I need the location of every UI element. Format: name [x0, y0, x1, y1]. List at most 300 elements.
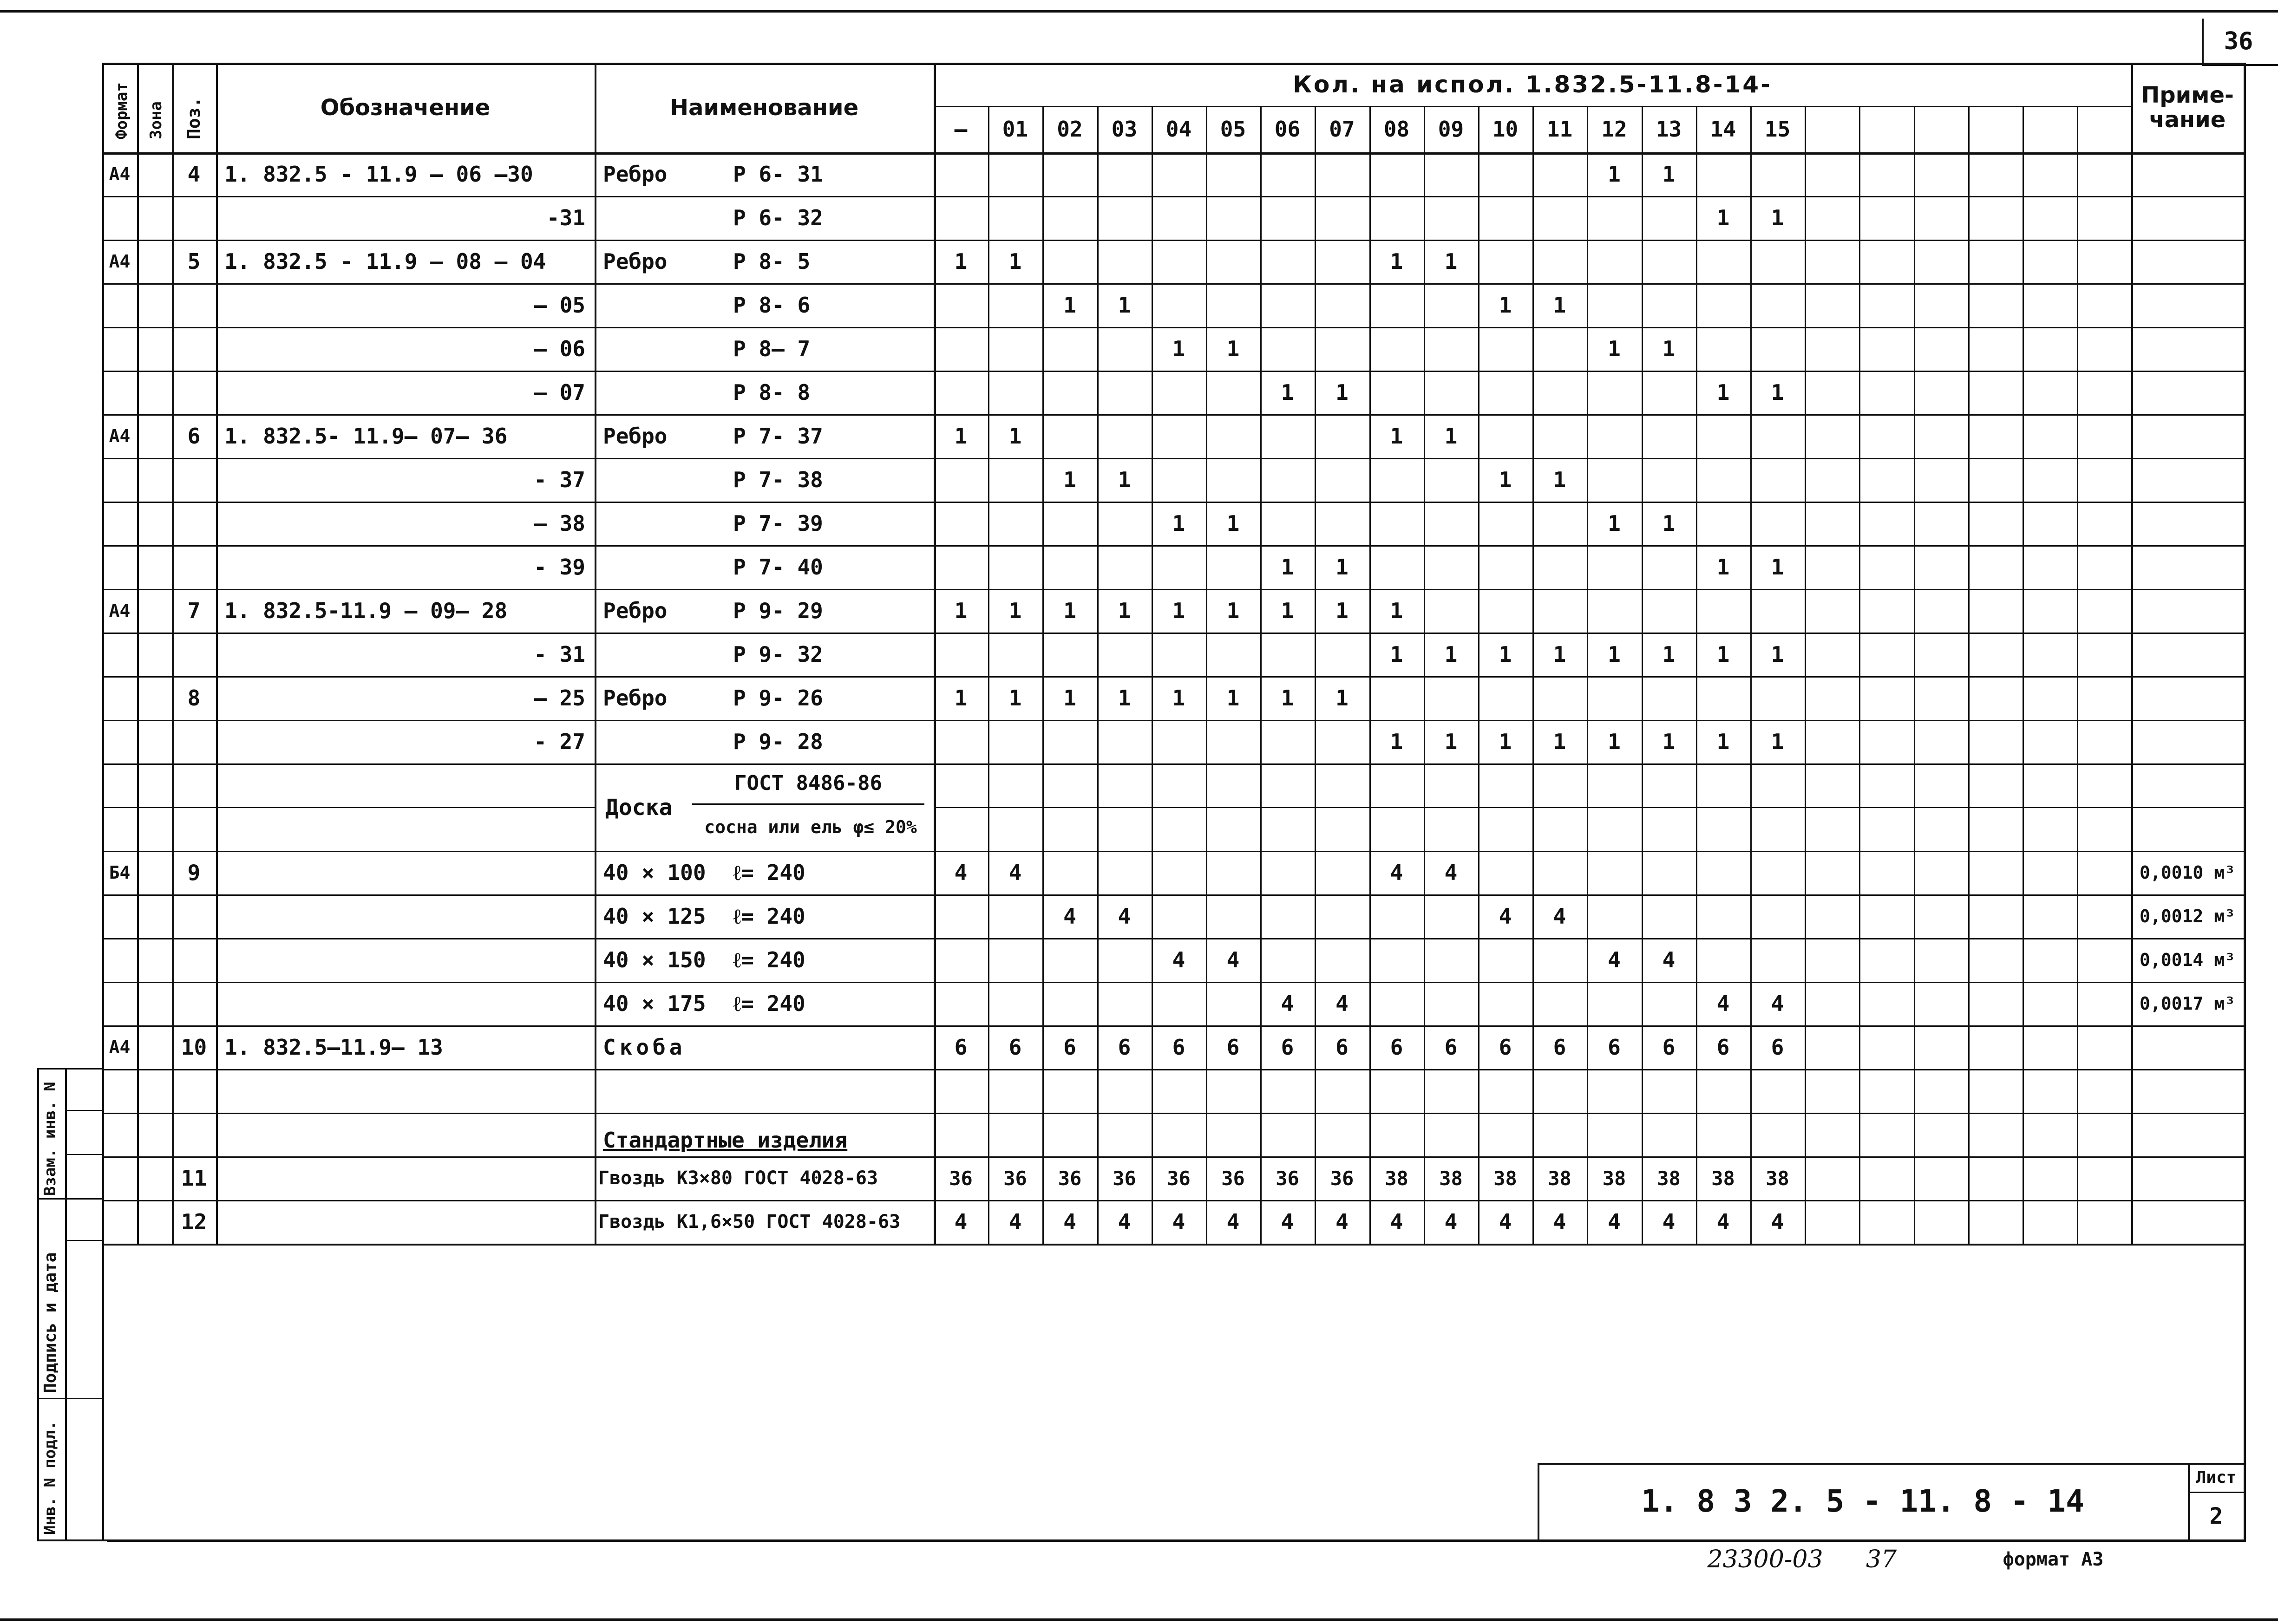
qty-cell — [1206, 196, 1260, 240]
variant-header — [2077, 106, 2131, 152]
row-pos — [172, 502, 216, 545]
row-format — [102, 1200, 137, 1244]
row-pos: 7 — [187, 598, 201, 623]
variant-divider — [2077, 106, 2078, 1244]
row-format — [102, 327, 137, 371]
qty-cell — [1424, 371, 1478, 414]
qty-cell: 4 — [1226, 947, 1240, 972]
variant-divider — [2023, 106, 2024, 1244]
qty-cell — [1642, 763, 1696, 807]
row-format — [102, 502, 137, 545]
qty-cell — [1478, 152, 1532, 196]
qty-cell — [1369, 371, 1424, 414]
qty-cell — [1260, 807, 1315, 851]
qty-cell: 4 — [1444, 1209, 1458, 1234]
row-format: Б4 — [109, 862, 131, 883]
qty-cell — [1696, 676, 1750, 720]
qty-cell: 6 — [1172, 1035, 1185, 1060]
qty-cell — [1424, 676, 1478, 720]
qty-cell — [1152, 371, 1206, 414]
qty-cell — [1369, 982, 1424, 1025]
qty-cell — [988, 720, 1042, 763]
row-pos — [172, 1069, 216, 1113]
qty-cell — [1206, 633, 1260, 676]
row-designation: 1. 832.5 - 11.9 — 08 — 04 — [224, 249, 546, 274]
row-format — [102, 982, 137, 1025]
variant-header: 14 — [1710, 117, 1736, 142]
row-format: А4 — [109, 600, 131, 621]
qty-cell — [934, 327, 988, 371]
qty-cell — [1206, 545, 1260, 589]
row-designation — [216, 1069, 595, 1113]
qty-cell: 1 — [1662, 336, 1676, 361]
qty-cell: 1 — [1226, 336, 1240, 361]
row-name-type: 40 × 125 — [603, 904, 706, 929]
qty-cell: 6 — [1499, 1035, 1512, 1060]
header-pos: Поз. — [183, 97, 204, 139]
qty-cell — [1424, 1113, 1478, 1156]
qty-cell — [1152, 196, 1206, 240]
frame-bottom — [107, 1539, 2246, 1542]
qty-cell — [1152, 720, 1206, 763]
qty-cell — [988, 894, 1042, 938]
qty-cell: 38 — [1766, 1167, 1789, 1190]
row-name-mark: Р 8— 7 — [733, 336, 811, 361]
qty-cell: 1 — [1608, 642, 1621, 667]
archive-page: 37 — [1866, 1546, 1897, 1573]
qty-cell — [1642, 851, 1696, 894]
qty-cell — [1369, 1069, 1424, 1113]
qty-cell — [988, 283, 1042, 327]
row-name-mark: Р 9- 29 — [733, 598, 823, 623]
qty-cell: 1 — [1553, 642, 1566, 667]
row-name-mark: ℓ= 240 — [733, 860, 805, 885]
qty-cell — [1206, 720, 1260, 763]
row-name-mark: Р 8- 8 — [733, 380, 811, 405]
qty-cell — [1315, 807, 1369, 851]
qty-cell — [1369, 807, 1424, 851]
qty-cell — [1152, 894, 1206, 938]
qty-cell — [1478, 196, 1532, 240]
qty-cell — [1642, 196, 1696, 240]
qty-cell — [988, 545, 1042, 589]
stamp-vzam-inv: Взам. инв. N — [41, 1082, 59, 1196]
qty-cell — [1587, 763, 1642, 807]
qty-cell — [1042, 240, 1097, 283]
qty-cell: 1 — [1335, 380, 1348, 405]
row-pos: 10 — [181, 1035, 207, 1060]
qty-cell: 1 — [1118, 293, 1131, 318]
qty-cell: 4 — [1226, 1209, 1240, 1234]
qty-cell: 1 — [1771, 729, 1784, 754]
qty-cell: 38 — [1385, 1167, 1408, 1190]
variant-divider — [1859, 106, 1860, 1244]
qty-cell — [1042, 502, 1097, 545]
board-material: сосна или ель φ≤ 20% — [704, 817, 917, 837]
qty-cell: 38 — [1439, 1167, 1463, 1190]
stamp-separator — [37, 1398, 102, 1399]
qty-cell — [1532, 982, 1587, 1025]
frame-right — [2244, 63, 2246, 1539]
qty-cell: 36 — [1167, 1167, 1191, 1190]
row-note: 0,0012 м³ — [2140, 906, 2235, 926]
qty-cell: 1 — [1662, 729, 1676, 754]
qty-cell: 1 — [1771, 380, 1784, 405]
qty-cell — [1042, 763, 1097, 807]
qty-cell: 1 — [1771, 642, 1784, 667]
qty-cell: 6 — [1716, 1035, 1730, 1060]
row-format: А4 — [109, 164, 131, 184]
row-name-type: Ребро — [603, 424, 668, 449]
qty-cell: 36 — [1276, 1167, 1299, 1190]
row-pos — [172, 894, 216, 938]
qty-cell: 1 — [1499, 729, 1512, 754]
row-name-type: 40 × 100 — [603, 860, 706, 885]
qty-cell: 1 — [1390, 424, 1403, 449]
qty-cell — [1424, 502, 1478, 545]
qty-cell: 1 — [1008, 249, 1022, 274]
row-designation — [216, 807, 595, 851]
qty-cell: 1 — [1662, 162, 1676, 187]
qty-cell — [1260, 851, 1315, 894]
qty-cell: 1 — [1281, 685, 1294, 711]
qty-cell — [1042, 633, 1097, 676]
qty-cell: 1 — [1390, 729, 1403, 754]
row-pos — [172, 763, 216, 807]
qty-cell — [1152, 1069, 1206, 1113]
variant-divider — [1968, 106, 1970, 1244]
qty-cell — [1587, 589, 1642, 633]
qty-cell — [1369, 152, 1424, 196]
row-designation — [216, 763, 595, 807]
variant-header: 03 — [1111, 117, 1138, 142]
qty-cell — [1642, 545, 1696, 589]
board-label: Доска — [605, 795, 673, 821]
qty-cell — [1424, 589, 1478, 633]
header-qty-title: Кол. на испол. 1.832.5-11.8-14- — [1293, 71, 1772, 98]
row-line — [102, 1244, 2244, 1246]
qty-cell — [1750, 894, 1805, 938]
qty-cell: 4 — [1553, 904, 1566, 929]
row-pos: 5 — [187, 249, 201, 274]
stamp-outer-left — [37, 1068, 39, 1539]
row-name-type: 40 × 175 — [603, 991, 706, 1016]
qty-cell — [1042, 938, 1097, 982]
qty-cell — [1206, 240, 1260, 283]
qty-cell — [1587, 545, 1642, 589]
row-format — [102, 283, 137, 327]
qty-cell — [1696, 1069, 1750, 1113]
qty-cell: 6 — [1063, 1035, 1076, 1060]
qty-cell — [988, 1113, 1042, 1156]
qty-cell — [1315, 327, 1369, 371]
qty-cell — [1642, 240, 1696, 283]
qty-cell — [1587, 458, 1642, 502]
variant-header — [1805, 106, 1859, 152]
qty-cell: 1 — [1335, 554, 1348, 580]
qty-cell — [1750, 1113, 1805, 1156]
qty-cell — [1315, 502, 1369, 545]
qty-cell — [1260, 894, 1315, 938]
qty-cell — [1532, 152, 1587, 196]
qty-cell — [1206, 763, 1260, 807]
qty-cell: 4 — [1444, 860, 1458, 885]
qty-cell: 6 — [1444, 1035, 1458, 1060]
qty-cell: 36 — [1330, 1167, 1354, 1190]
row-format — [102, 371, 137, 414]
qty-cell — [1696, 763, 1750, 807]
qty-cell — [1532, 240, 1587, 283]
qty-cell — [988, 196, 1042, 240]
variant-header: 01 — [1002, 117, 1028, 142]
qty-cell: 4 — [1172, 1209, 1185, 1234]
qty-cell — [934, 371, 988, 414]
qty-cell: 1 — [1335, 685, 1348, 711]
qty-cell: 1 — [1553, 729, 1566, 754]
qty-cell — [1152, 1113, 1206, 1156]
row-name-mark: Р 6- 31 — [733, 162, 823, 187]
row-name-mark: ℓ= 240 — [733, 947, 805, 972]
qty-cell: 38 — [1602, 1167, 1626, 1190]
variant-header — [2023, 106, 2077, 152]
row-format — [102, 676, 137, 720]
qty-cell — [1642, 982, 1696, 1025]
qty-cell — [1642, 283, 1696, 327]
row-format: А4 — [109, 1037, 131, 1057]
qty-cell: 1 — [1499, 293, 1512, 318]
qty-cell: 1 — [1499, 467, 1512, 492]
qty-cell — [1042, 1113, 1097, 1156]
qty-cell — [1042, 414, 1097, 458]
stamp-row-line — [65, 1110, 102, 1111]
qty-cell — [934, 283, 988, 327]
qty-cell — [1532, 414, 1587, 458]
qty-cell — [1206, 283, 1260, 327]
qty-cell — [1315, 152, 1369, 196]
qty-cell — [1369, 894, 1424, 938]
variant-header: 04 — [1165, 117, 1192, 142]
qty-cell: 36 — [1113, 1167, 1136, 1190]
qty-cell — [1642, 371, 1696, 414]
qty-cell: 4 — [1608, 1209, 1621, 1234]
row-format — [102, 458, 137, 502]
qty-cell: 38 — [1548, 1167, 1571, 1190]
qty-cell: 1 — [1771, 205, 1784, 230]
row-format — [102, 1069, 137, 1113]
qty-cell: 6 — [1390, 1035, 1403, 1060]
qty-cell — [1587, 676, 1642, 720]
qty-cell — [1097, 1113, 1152, 1156]
qty-cell — [1206, 152, 1260, 196]
qty-cell — [1478, 851, 1532, 894]
qty-cell — [1315, 763, 1369, 807]
qty-cell — [1152, 458, 1206, 502]
qty-cell — [1260, 1069, 1315, 1113]
qty-cell — [1152, 763, 1206, 807]
board-gost: ГОСТ 8486-86 — [734, 771, 882, 795]
qty-cell: 1 — [1662, 511, 1676, 536]
qty-cell — [1315, 894, 1369, 938]
format-label: формат А3 — [2003, 1549, 2104, 1570]
row-designation: -31 — [546, 205, 585, 230]
qty-cell — [1369, 196, 1424, 240]
row-pos — [172, 938, 216, 982]
qty-cell — [1532, 676, 1587, 720]
row-name: Гвоздь К3×80 ГОСТ 4028-63 — [598, 1167, 878, 1189]
qty-cell — [1532, 1069, 1587, 1113]
row-name-mark: Р 9- 26 — [733, 685, 823, 711]
row-designation: — 05 — [534, 293, 585, 318]
qty-cell: 4 — [1716, 991, 1730, 1016]
qty-cell — [1042, 545, 1097, 589]
qty-cell — [1696, 894, 1750, 938]
row-format — [102, 894, 137, 938]
row-pos: 8 — [187, 685, 201, 711]
qty-cell — [1750, 851, 1805, 894]
qty-cell: 4 — [1499, 904, 1512, 929]
qty-cell: 1 — [1063, 467, 1076, 492]
qty-cell — [1750, 763, 1805, 807]
row-name-mark: Р 8- 5 — [733, 249, 811, 274]
qty-cell — [1642, 414, 1696, 458]
row-pos — [172, 633, 216, 676]
qty-cell — [1097, 502, 1152, 545]
qty-cell — [1152, 807, 1206, 851]
qty-cell — [1532, 851, 1587, 894]
qty-cell — [1097, 982, 1152, 1025]
qty-cell: 1 — [1716, 205, 1730, 230]
sheet-bottom-border — [0, 1618, 2278, 1621]
qty-cell — [1369, 327, 1424, 371]
qty-cell — [1642, 1113, 1696, 1156]
qty-cell — [1696, 240, 1750, 283]
row-name-mark: Р 7- 38 — [733, 467, 823, 492]
qty-cell — [1478, 589, 1532, 633]
qty-cell — [1152, 982, 1206, 1025]
qty-cell — [1532, 196, 1587, 240]
qty-cell — [1152, 152, 1206, 196]
qty-cell: 1 — [1499, 642, 1512, 667]
qty-cell — [1097, 240, 1152, 283]
qty-cell: 1 — [1444, 642, 1458, 667]
variant-header: 06 — [1274, 117, 1301, 142]
qty-cell — [1315, 458, 1369, 502]
row-designation: — 07 — [534, 380, 585, 405]
qty-cell: 6 — [1608, 1035, 1621, 1060]
variant-header — [1859, 106, 1914, 152]
qty-cell — [1532, 807, 1587, 851]
qty-cell — [1696, 283, 1750, 327]
qty-cell: 4 — [1063, 904, 1076, 929]
qty-cell: 6 — [1553, 1035, 1566, 1060]
qty-cell — [1642, 589, 1696, 633]
qty-cell — [1097, 414, 1152, 458]
qty-cell: 1 — [954, 685, 968, 711]
qty-cell — [1696, 851, 1750, 894]
row-pos: 9 — [187, 860, 201, 885]
qty-cell — [934, 196, 988, 240]
qty-cell — [1424, 545, 1478, 589]
sheet-top-border — [0, 10, 2278, 13]
row-name-type: Ребро — [603, 249, 668, 274]
stamp-inv-podl: Инв. N подл. — [41, 1421, 59, 1535]
row-pos — [172, 982, 216, 1025]
qty-cell — [1478, 1069, 1532, 1113]
qty-cell — [1750, 283, 1805, 327]
qty-cell — [988, 1069, 1042, 1113]
qty-cell — [934, 152, 988, 196]
qty-cell — [1424, 763, 1478, 807]
qty-cell — [1696, 152, 1750, 196]
qty-cell: 1 — [1716, 642, 1730, 667]
qty-cell: 4 — [954, 860, 968, 885]
qty-cell: 1 — [1118, 467, 1131, 492]
row-designation — [216, 1113, 595, 1156]
qty-cell — [1315, 851, 1369, 894]
qty-cell: 4 — [1118, 904, 1131, 929]
qty-cell — [1696, 807, 1750, 851]
qty-cell — [1260, 283, 1315, 327]
doc-number: 1. 8 3 2. 5 - 11. 8 - 14 — [1641, 1483, 2084, 1519]
qty-cell — [1478, 240, 1532, 283]
qty-cell: 4 — [1281, 1209, 1294, 1234]
row-pos — [172, 720, 216, 763]
qty-cell — [1315, 1069, 1369, 1113]
qty-cell: 1 — [1281, 380, 1294, 405]
qty-cell: 6 — [1771, 1035, 1784, 1060]
qty-cell: 1 — [1226, 511, 1240, 536]
qty-cell: 1 — [1118, 598, 1131, 623]
qty-cell — [1642, 1069, 1696, 1113]
row-name-mark: Р 7- 40 — [733, 554, 823, 580]
stamp-separator — [37, 1198, 102, 1200]
qty-cell: 1 — [1008, 685, 1022, 711]
qty-cell — [1097, 327, 1152, 371]
qty-cell — [1206, 1069, 1260, 1113]
qty-cell — [1206, 807, 1260, 851]
row-pos — [172, 196, 216, 240]
row-designation — [216, 1156, 595, 1200]
qty-cell — [1478, 502, 1532, 545]
stamp-row-line — [65, 1240, 102, 1241]
qty-cell — [1097, 371, 1152, 414]
qty-cell — [1097, 545, 1152, 589]
qty-cell: 1 — [1771, 554, 1784, 580]
qty-cell — [1696, 938, 1750, 982]
qty-cell — [1587, 371, 1642, 414]
qty-cell: 6 — [1662, 1035, 1676, 1060]
qty-cell — [1587, 851, 1642, 894]
row-format — [102, 545, 137, 589]
qty-cell — [1097, 633, 1152, 676]
row-note: 0,0017 м³ — [2140, 993, 2235, 1014]
qty-cell — [1424, 982, 1478, 1025]
qty-cell: 1 — [1226, 685, 1240, 711]
qty-cell: 1 — [1608, 511, 1621, 536]
qty-cell — [1696, 589, 1750, 633]
qty-cell — [1315, 240, 1369, 283]
qty-cell — [1478, 371, 1532, 414]
qty-cell: 1 — [1553, 293, 1566, 318]
qty-cell: 1 — [1608, 729, 1621, 754]
qty-cell — [1587, 807, 1642, 851]
qty-cell: 1 — [1716, 729, 1730, 754]
qty-cell — [1750, 414, 1805, 458]
qty-cell: 1 — [1444, 424, 1458, 449]
variant-header: 07 — [1329, 117, 1355, 142]
row-designation — [216, 1200, 595, 1244]
qty-cell — [1097, 152, 1152, 196]
